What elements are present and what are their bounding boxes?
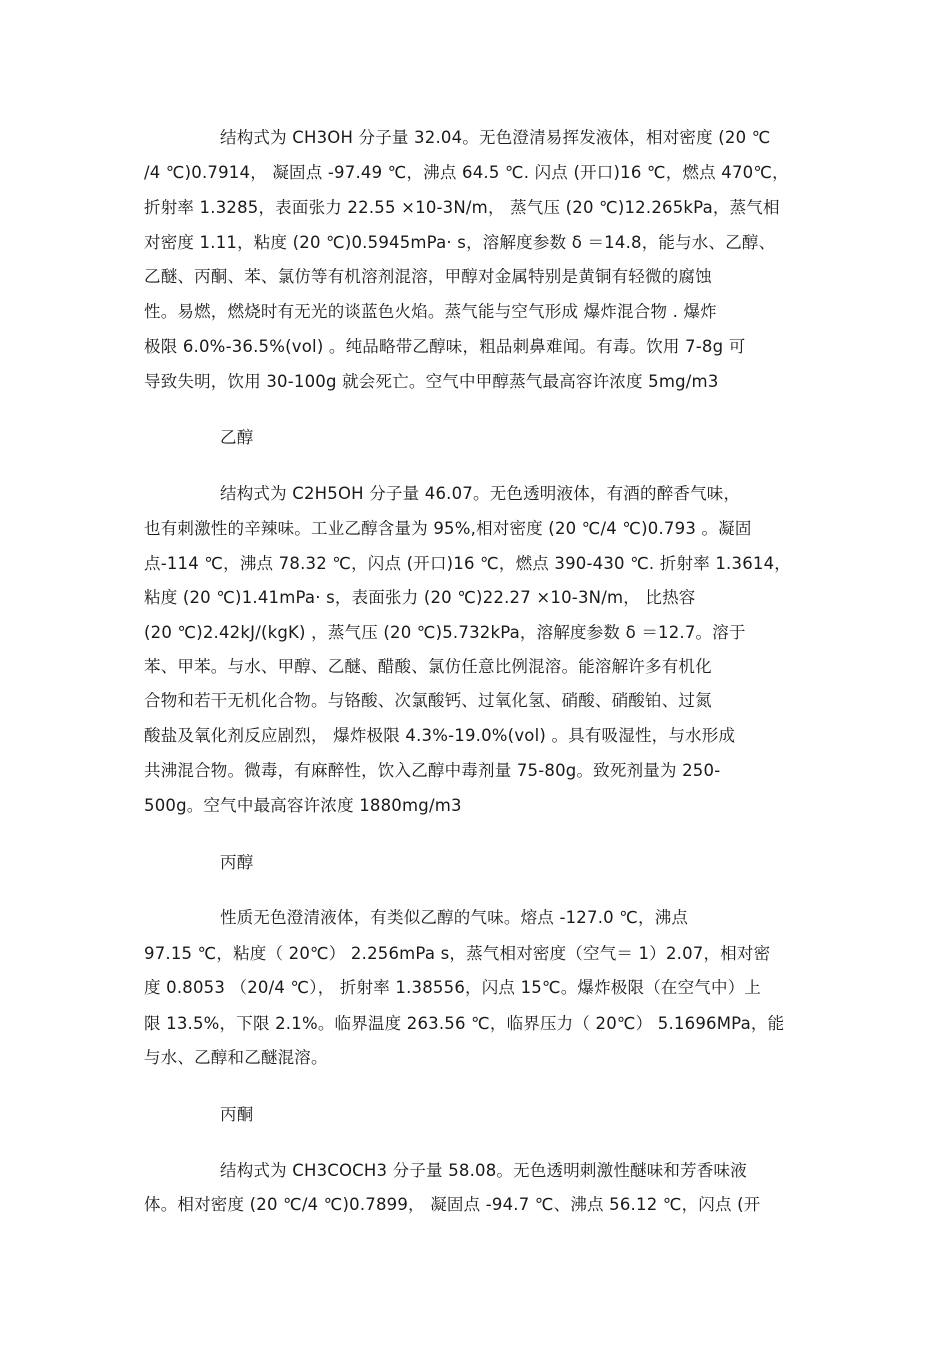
paragraph-line: 点-114 ℃，沸点 78.32 ℃，闪点 (开口)16 ℃，燃点 390-430 ℃. 折射率 1.3614，	[144, 554, 791, 573]
paragraph-line: /4 ℃)0.7914， 凝固点 -97.49 ℃，沸点 64.5 ℃. 闪点 (开口)16 ℃，燃点 470℃，	[144, 163, 789, 182]
paragraph-line: 共沸混合物。微毒，有麻醉性，饮入乙醇中毒剂量 75-80g。致死剂量为 250-	[144, 761, 721, 780]
section-heading: 丙醇	[220, 853, 254, 872]
paragraph-line: 粘度 (20 ℃)1.41mPa· s，表面张力 (20 ℃)22.27 ×10-3N/m， 比热容	[144, 588, 696, 607]
paragraph-line: 结构式为 C2H5OH 分子量 46.07。无色透明液体，有酒的醉香气味，	[220, 484, 741, 503]
paragraph-line: 500g。空气中最高容许浓度 1880mg/m3	[144, 796, 462, 815]
paragraph-line: 导致失明，饮用 30-100g 就会死亡。空气中甲醇蒸气最高容许浓度 5mg/m3	[144, 372, 719, 391]
paragraph-line: 体。相对密度 (20 ℃/4 ℃)0.7899， 凝固点 -94.7 ℃、沸点 56.12 ℃，闪点 (开	[144, 1195, 761, 1214]
paragraph-line: 酸盐及氧化剂反应剧烈， 爆炸极限 4.3%-19.0%(vol) 。具有吸湿性，与水形成	[144, 726, 736, 745]
paragraph-line: 结构式为 CH3OH 分子量 32.04。无色澄清易挥发液体，相对密度 (20 ℃	[220, 128, 771, 147]
paragraph-line: 性质无色澄清液体，有类似乙醇的气味。熔点 -127.0 ℃，沸点	[220, 908, 689, 927]
paragraph-line: 也有刺激性的辛辣味。工业乙醇含量为 95%,相对密度 (20 ℃/4 ℃)0.793 。凝固	[144, 519, 752, 538]
paragraph-line: 乙醚、丙酮、苯、氯仿等有机溶剂混溶，甲醇对金属特别是黄铜有轻微的腐蚀	[144, 267, 712, 286]
paragraph-line: 对密度 1.11，粘度 (20 ℃)0.5945mPa· s，溶解度参数 δ ＝14.8，能与水、乙醇、	[144, 233, 776, 252]
paragraph-line: 苯、甲苯。与水、甲醇、乙醚、醋酸、氯仿任意比例混溶。能溶解许多有机化	[144, 657, 712, 676]
section-heading: 丙酮	[220, 1105, 254, 1124]
paragraph-line: 性。易燃，燃烧时有无光的谈蓝色火焰。蒸气能与空气形成 爆炸混合物 . 爆炸	[144, 302, 717, 321]
paragraph-line: (20 ℃)2.42kJ/(kgK) ，蒸气压 (20 ℃)5.732kPa，溶解度参数 δ ＝12.7。溶于	[144, 623, 746, 642]
paragraph-line: 折射率 1.3285，表面张力 22.55 ×10-3N/m， 蒸气压 (20 ℃)12.265kPa，蒸气相	[144, 198, 780, 217]
section-heading: 乙醇	[220, 428, 254, 447]
paragraph-line: 度 0.8053 （20/4 ℃）， 折射率 1.38556，闪点 15℃。爆炸极限（在空气中）上	[144, 978, 762, 997]
paragraph-line: 与水、乙醇和乙醚混溶。	[144, 1048, 328, 1067]
paragraph-line: 限 13.5%，下限 2.1%。临界温度 263.56 ℃，临界压力（ 20℃） 5.1696MPa，能	[144, 1014, 785, 1033]
paragraph-line: 97.15 ℃，粘度（ 20℃） 2.256mPa s，蒸气相对密度（空气＝ 1）2.07，相对密	[144, 944, 771, 963]
paragraph-line: 合物和若干无机化合物。与铬酸、次氯酸钙、过氧化氢、硝酸、硝酸铂、过氮	[144, 691, 712, 710]
paragraph-line: 结构式为 CH3COCH3 分子量 58.08。无色透明刺激性醚味和芳香味液	[220, 1161, 747, 1180]
paragraph-line: 极限 6.0%-36.5%(vol) 。纯品略带乙醇味，粗品刺鼻难闻。有毒。饮用 7-8g 可	[144, 337, 746, 356]
